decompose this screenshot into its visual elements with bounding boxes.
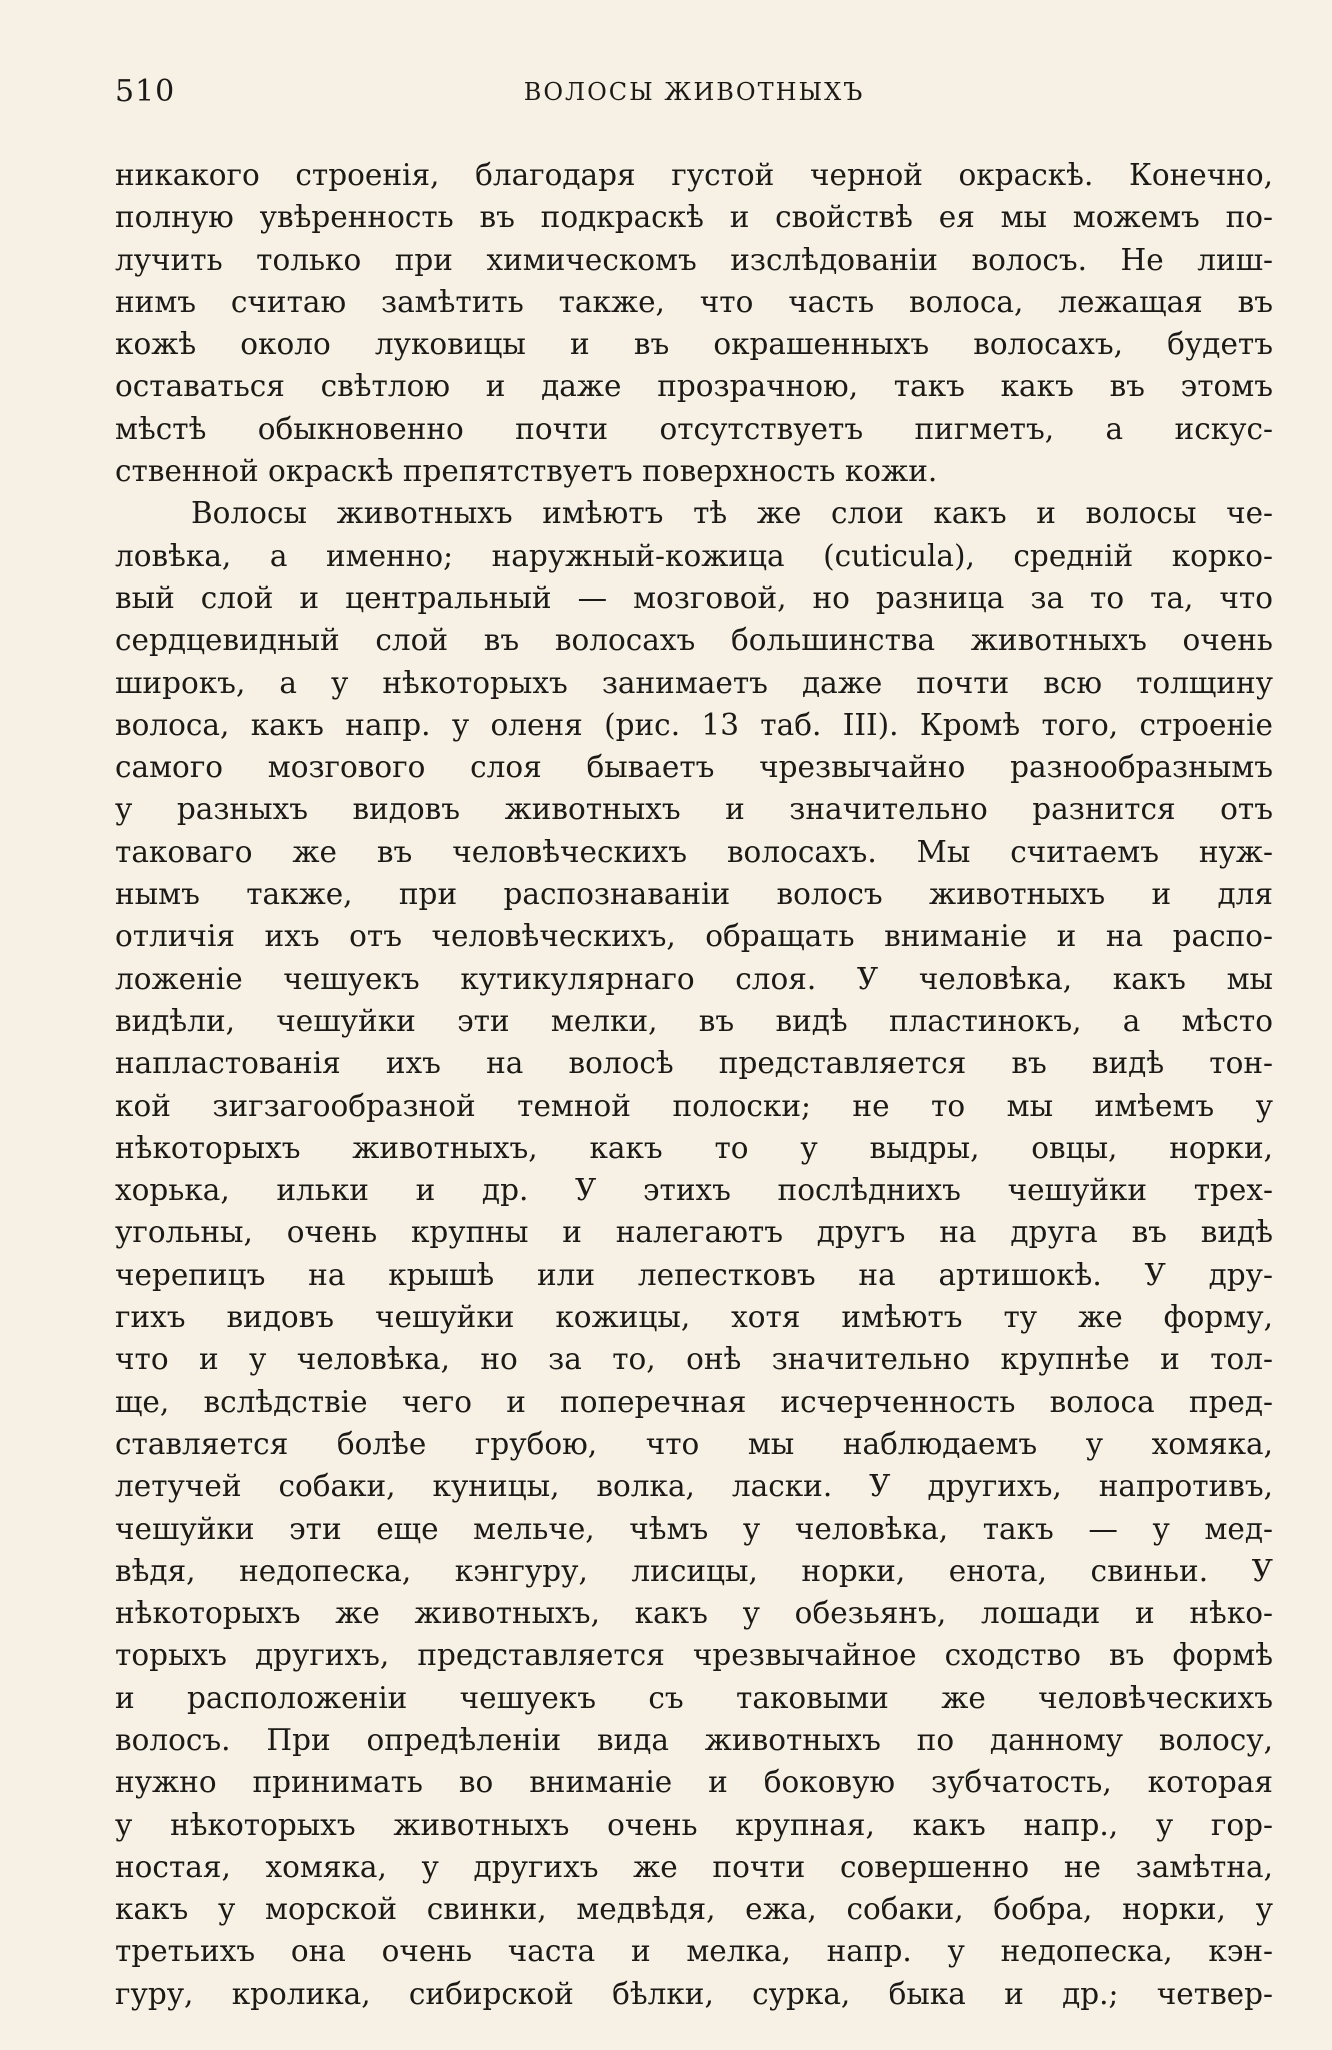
text-line: ственной окраскѣ препятствуетъ поверхность кожи. — [115, 454, 938, 489]
text-line: нымъ также, при распознаваніи волосъ животныхъ и для — [115, 877, 1273, 912]
text-line: у нѣкоторыхъ животныхъ очень крупная, какъ напр., у гор- — [115, 1807, 1273, 1842]
text-line: полную увѣренность въ подкраскѣ и свойствѣ ея мы можемъ по- — [115, 200, 1273, 235]
text-line: отличія ихъ отъ человѣческихъ, обращать вниманіе и на распо- — [115, 919, 1273, 954]
paragraph-1 — [115, 154, 1273, 492]
text-line: ставляется болѣе грубою, что мы наблюдаемъ у хомяка, — [115, 1426, 1273, 1461]
chapter-title: ВОЛОСЫ ЖИВОТНЫХЪ — [523, 78, 865, 106]
text-line: угольны, очень крупны и налегаютъ другъ на друга въ видѣ — [115, 1215, 1273, 1250]
text-line: ще, вслѣдствіе чего и поперечная исчерченность волоса пред- — [115, 1384, 1273, 1419]
text-line: волосъ. При опредѣленіи вида животныхъ по данному волосу, — [115, 1722, 1273, 1757]
text-line: торыхъ другихъ, представляется чрезвычайное сходство въ формѣ — [115, 1638, 1273, 1673]
text-line: никакого строенія, благодаря густой черной окраскѣ. Конечно, — [115, 158, 1273, 192]
text-line: вѣдя, недопеска, кэнгуру, лисицы, норки, енота, свиньи. У — [115, 1553, 1273, 1588]
text-line: и расположеніи чешуекъ съ таковыми же человѣческихъ — [115, 1680, 1273, 1715]
text-line: гуру, кролика, сибирской бѣлки, сурка, быка и др.; четвер- — [115, 1976, 1273, 2011]
text-line: нѣкоторыхъ же животныхъ, какъ у обезьянъ, лошади и нѣко- — [115, 1596, 1273, 1631]
text-line: нужно принимать во вниманіе и боковую зубчатость, которая — [115, 1765, 1273, 1800]
text-line: широкъ, а у нѣкоторыхъ занимаетъ даже почти всю толщину — [115, 665, 1273, 700]
text-line: летучей собаки, куницы, волка, ласки. У другихъ, напротивъ, — [115, 1469, 1273, 1504]
text-line: какъ у морской свинки, медвѣдя, ежа, собаки, бобра, норки, у — [115, 1892, 1273, 1927]
text-line: вый слой и центральный — мозговой, но разница за то та, что — [115, 580, 1273, 615]
text-line: видѣли, чешуйки эти мелки, въ видѣ пластинокъ, а мѣсто — [115, 1003, 1273, 1038]
text-line: нимъ считаю замѣтить также, что часть волоса, лежащая въ — [115, 284, 1273, 319]
text-line: Волосы животныхъ имѣютъ тѣ же слои какъ и волосы че- — [191, 496, 1273, 531]
text-line: третьихъ она очень часта и мелка, напр. у недопеска, кэн- — [115, 1934, 1273, 1969]
text-line: нѣкоторыхъ животныхъ, какъ то у выдры, овцы, норки, — [115, 1130, 1273, 1165]
text-line: оставаться свѣтлою и даже прозрачною, такъ какъ въ этомъ — [115, 369, 1273, 404]
text-line: кой зигзагообразной темной полоски; не то мы имѣемъ у — [115, 1088, 1273, 1123]
text-line: волоса, какъ напр. у оленя (рис. 13 таб. III). Кромѣ того, строеніе — [115, 707, 1273, 742]
page-number: 510 — [115, 74, 176, 109]
running-header — [115, 74, 1273, 114]
text-line: мѣстѣ обыкновенно почти отсутствуетъ пигметъ, а искус- — [115, 411, 1273, 446]
text-line: самого мозгового слоя бываетъ чрезвычайно разнообразнымъ — [115, 750, 1273, 785]
text-line: напластованія ихъ на волосѣ представляется въ видѣ тон- — [115, 1046, 1273, 1081]
text-line: ловѣка, а именно; наружный-кожица (cuticula), средній корко- — [115, 538, 1273, 573]
paragraph-2 — [115, 492, 1273, 2015]
text-line: таковаго же въ человѣческихъ волосахъ. Мы считаемъ нуж- — [115, 834, 1273, 869]
text-line: гихъ видовъ чешуйки кожицы, хотя имѣютъ ту же форму, — [115, 1300, 1273, 1335]
text-line: черепицъ на крышѣ или лепестковъ на артишокѣ. У дру- — [115, 1257, 1273, 1292]
text-line: ностая, хомяка, у другихъ же почти совершенно не замѣтна, — [115, 1849, 1273, 1884]
body-text — [115, 154, 1273, 2015]
text-line: лучить только при химическомъ изслѣдованіи волосъ. Не лиш- — [115, 242, 1273, 277]
text-line: у разныхъ видовъ животныхъ и значительно разнится отъ — [115, 792, 1273, 827]
text-line: что и у человѣка, но за то, онѣ значительно крупнѣе и тол- — [115, 1342, 1273, 1377]
text-line: чешуйки эти еще мельче, чѣмъ у человѣка, такъ — у мед- — [115, 1511, 1273, 1546]
text-line: сердцевидный слой въ волосахъ большинства животныхъ очень — [115, 623, 1273, 658]
text-line: кожѣ около луковицы и въ окрашенныхъ волосахъ, будетъ — [115, 327, 1273, 362]
text-line: ложеніе чешуекъ кутикулярнаго слоя. У человѣка, какъ мы — [115, 961, 1273, 996]
text-line: хорька, ильки и др. У этихъ послѣднихъ чешуйки трех- — [115, 1173, 1273, 1208]
